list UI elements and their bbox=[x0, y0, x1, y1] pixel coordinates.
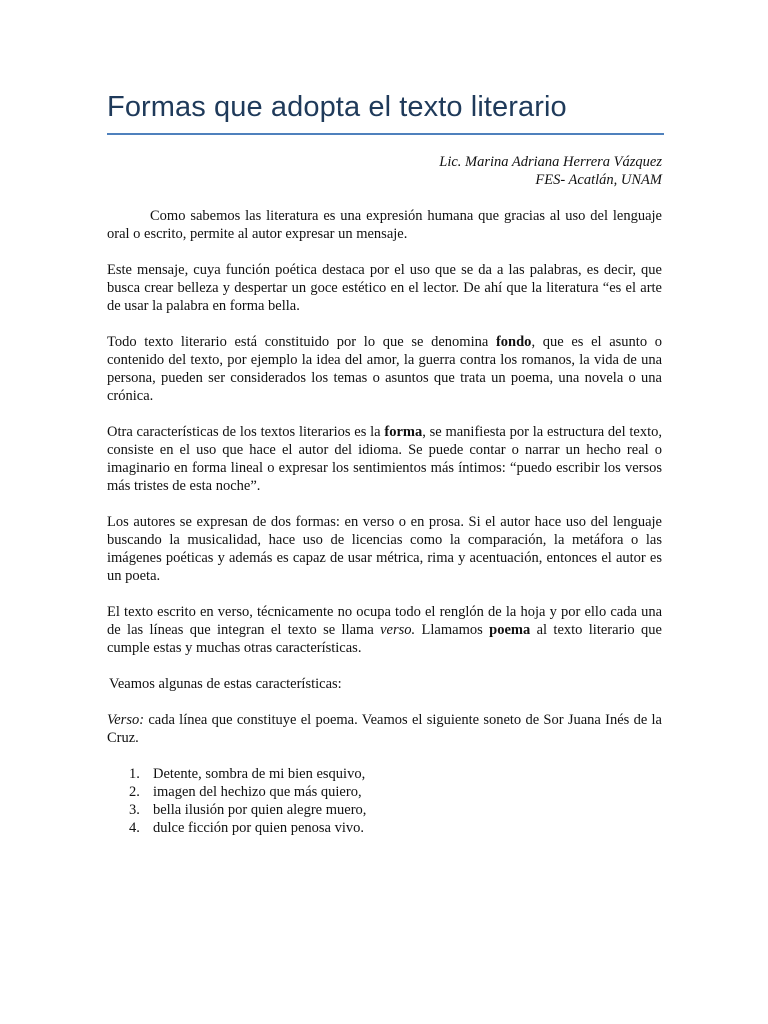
paragraph-4 bbox=[107, 423, 662, 495]
verse-text: bella ilusión por quien alegre muero, bbox=[153, 802, 367, 818]
term-poema: poema bbox=[489, 622, 531, 638]
paragraph-6 bbox=[107, 603, 662, 657]
paragraph-6-text-a: El texto escrito en verso, técnicamente no ocupa todo el renglón de la hoja y por ello cada una de las líneas que integran el texto se llama bbox=[107, 604, 662, 638]
paragraph-8-text: cada línea que constituye el poema. Veamos el siguiente soneto de Sor Juana Inés de la Cruz. bbox=[107, 712, 662, 746]
paragraph-8 bbox=[107, 711, 662, 747]
author-name: Lic. Marina Adriana Herrera Vázquez bbox=[439, 154, 662, 170]
verse-number: 2. bbox=[129, 784, 140, 800]
paragraph-3-text-a: Todo texto literario está constituido por lo que se denomina bbox=[107, 334, 496, 350]
paragraph-5: Los autores se expresan de dos formas: en verso o en prosa. Si el autor hace uso del lenguaje buscando la musicalidad, hace uso de licencias como la comparación, la metáfora o las imágenes poéticas y además es capaz de usar métrica, rima y acentuación, entonces el autor es un poeta. bbox=[107, 514, 662, 584]
paragraph-1: Como sabemos las literatura es una expresión humana que gracias al uso del lenguaje oral o escrito, permite al autor expresar un mensaje. bbox=[107, 208, 662, 242]
verse-number: 1. bbox=[129, 766, 140, 782]
verse-text: dulce ficción por quien penosa vivo. bbox=[153, 820, 364, 836]
document-title: Formas que adopta el texto literario bbox=[107, 91, 567, 123]
paragraph-6-text-b: Llamamos bbox=[415, 622, 490, 638]
term-verso-italic: verso. bbox=[380, 622, 416, 638]
paragraph-6-text-c: al texto literario que cumple estas y muchas otras características. bbox=[107, 622, 662, 656]
paragraph-2: Este mensaje, cuya función poética destaca por el uso que se da a las palabras, es decir, que busca crear belleza y despertar un goce estético en el lector. De ahí que la literatura “es el arte de usar la palabra en forma bella. bbox=[107, 262, 662, 314]
verse-text: Detente, sombra de mi bien esquivo, bbox=[153, 766, 366, 782]
verse-text: imagen del hechizo que más quiero, bbox=[153, 784, 362, 800]
title-underline bbox=[107, 133, 664, 135]
sonnet-verse-list bbox=[107, 765, 662, 837]
verse-number: 3. bbox=[129, 802, 140, 818]
verse-number: 4. bbox=[129, 820, 140, 836]
paragraph-4-text-a: Otra características de los textos literarios es la bbox=[107, 424, 385, 440]
paragraph-7: Veamos algunas de estas características: bbox=[109, 676, 342, 692]
list-item bbox=[129, 819, 662, 837]
list-item bbox=[129, 783, 662, 801]
paragraph-3-text-b: , que es el asunto o contenido del texto, por ejemplo la idea del amor, la guerra contra los romanos, la vida de una persona, pueden ser considerados los temas o asuntos que trata un poema, una novela o una crónica. bbox=[107, 334, 662, 404]
list-item bbox=[129, 801, 662, 819]
author-affiliation: FES- Acatlán, UNAM bbox=[535, 172, 662, 188]
list-item bbox=[129, 765, 662, 783]
term-fondo: fondo bbox=[495, 334, 532, 350]
paragraph-4-text-b: , se manifiesta por la estructura del texto, consiste en el uso que hace el autor del idioma. Se puede contar o narrar un hecho real o imaginario en forma lineal o expresar los sentimientos más íntimos: “puedo escribir los versos más tristes de esta noche”. bbox=[107, 424, 663, 494]
term-verso-label: Verso: bbox=[107, 712, 145, 728]
document-body bbox=[107, 207, 662, 837]
paragraph-3 bbox=[107, 333, 662, 405]
author-block bbox=[300, 153, 662, 189]
term-forma: forma bbox=[384, 424, 423, 440]
